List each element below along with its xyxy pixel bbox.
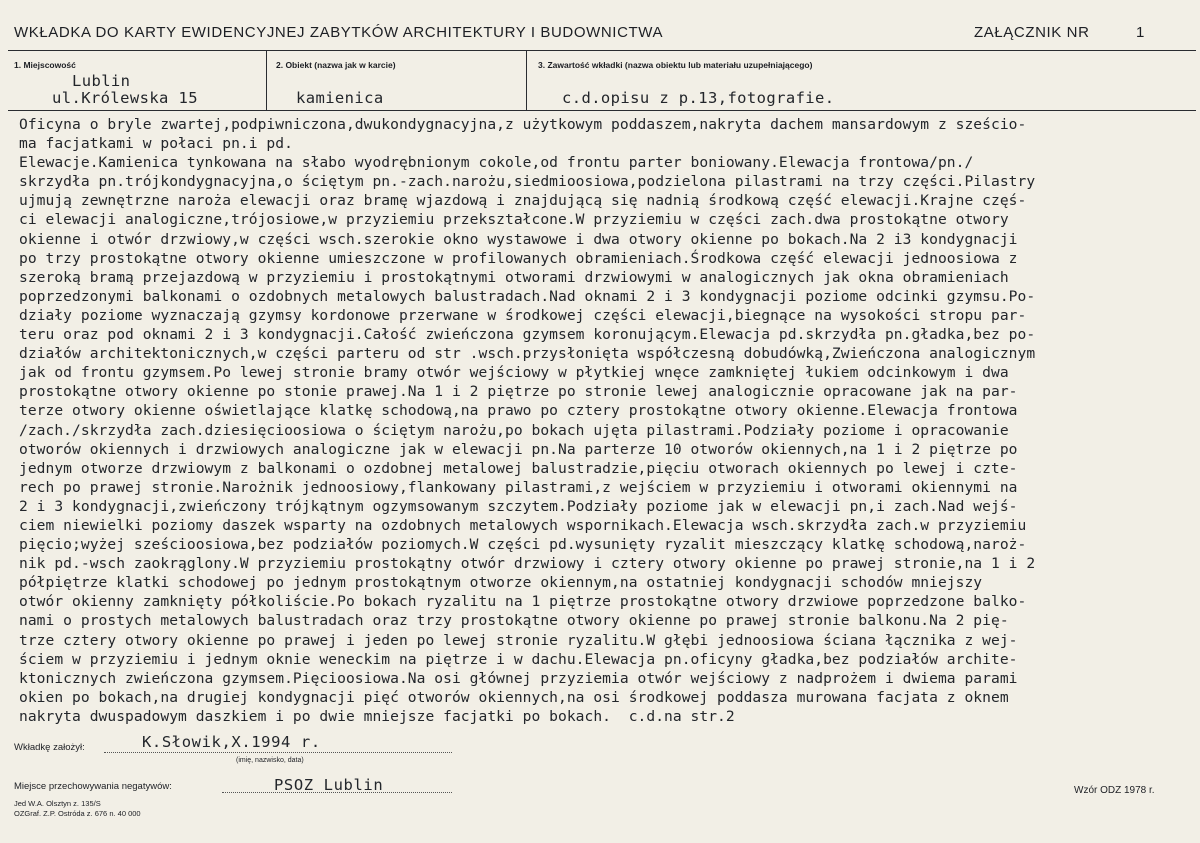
prepared-by-hint: (imię, nazwisko, data)	[236, 757, 304, 764]
description-line: trze cztery otwory okienne po prawej i jeden po lewej stronie ryzalitu.W głębi jednoosiowa ściana łącznika z wej-	[19, 631, 1018, 649]
description-line: /zach./skrzydła zach.dziesięcioosiowa o ściętym narożu,po bokach ujęta pilastrami.Podziały poziome i opracowanie	[19, 421, 1009, 439]
description-line: otwór okienny zamknięty półkoliście.Po bokach ryzalitu na 1 piętrze prostokątne otwory drzwiowe poprzedzone balko-	[19, 593, 1027, 611]
negatives-label: Miejsce przechowywania negatywów:	[14, 781, 172, 792]
description-text	[19, 115, 1195, 726]
form-title: WKŁADKA DO KARTY EWIDENCYJNEJ ZABYTKÓW ARCHITEKTURY I BUDOWNICTWA	[14, 24, 664, 41]
prepared-by-line	[104, 752, 452, 753]
description-line: jak od frontu gzymsem.Po lewej stronie bramy otwór wejściowy w płytkiej wnęce zamkniętej łukiem odcinkowym i dwa	[19, 364, 1009, 382]
object-label: 2. Obiekt (nazwa jak w karcie)	[276, 60, 396, 70]
annex-number: 1	[1136, 24, 1145, 41]
pattern-label: Wzór ODZ 1978 r.	[1074, 785, 1155, 796]
description-line: szeroką bramą przejazdową w przyziemiu i prostokątnymi otworami drzwiowymi w analogicznych jak okna obramieniach	[19, 268, 1009, 286]
description-line: ciem niewielki poziomy daszek wsparty na ozdobnych metalowych wspornikach.Elewacja wsch.skrzydła zach.w przyziemiu	[19, 516, 1027, 534]
locality-value-line1: Lublin	[72, 72, 131, 90]
prepared-by-label: Wkładkę założył:	[14, 742, 85, 753]
header-rule	[8, 50, 1196, 51]
description-line: półpiętrze klatki schodowej po jednym prostokątnym otworze okiennym,na ostatniej kondygnacji schodów mniejszy	[19, 574, 983, 592]
description-line: nik pd.-wsch zaokrąglony.W przyziemiu prostokątny otwór drzwiowy i cztery otwory okienne po prawej stronie,na 1 i 2	[19, 555, 1036, 573]
description-line: nakryta dwuspadowym daszkiem i po dwie mniejsze facjatki po bokach. c.d.na str.2	[19, 707, 735, 725]
locality-label: 1. Miejscowość	[14, 60, 76, 70]
print-info-line1: Jed W.A. Olsztyn z. 135/S	[14, 799, 101, 808]
description-line: pięcio;wyżej sześcioosiowa,bez podziałów poziomych.W części pd.wysunięty ryzalit mieszczący klatkę schodową,naroż-	[19, 536, 1027, 554]
description-line: okienne i otwór drzwiowy,w części wsch.szerokie okno wystawowe i dwa otwory okienne po bokach.Na 2 i3 kondygnacji	[19, 230, 1018, 248]
description-line: 2 i 3 kondygnacji,zwieńczony trójkątnym ogzymsowanym szczytem.Podziały poziome jak w elewacji pn,i zach.Nad wejś-	[19, 497, 1018, 515]
object-value: kamienica	[296, 89, 384, 107]
description-line: Elewacje.Kamienica tynkowana na słabo wyodrębnionym cokole,od frontu parter boniowany.Elewacja frontowa/pn./	[19, 154, 974, 172]
content-label: 3. Zawartość wkładki (nazwa obiektu lub materiału uzupełniającego)	[538, 60, 813, 70]
locality-value-line2: ul.Królewska 15	[52, 89, 198, 107]
description-line: Oficyna o bryle zwartej,podpiwniczona,dwukondygnacyjna,z użytkowym poddaszem,nakryta dachem mansardowym z sześcio-	[19, 116, 1027, 133]
description-line: poprzedzonymi balkonami o ozdobnych metalowych balustradach.Nad oknami 2 i 3 kondygnacji poziome odcinki gzymsu.Po-	[19, 287, 1036, 305]
description-line: ci elewacji analogiczne,trójosiowe,w przyziemiu przekształcone.W przyziemiu w części zach.dwa prostokątne otwory	[19, 211, 1009, 229]
description-line: po trzy prostokątne otwory okienne umieszczone w profilowanych obramieniach.Środkowa część elewacji jednoosiowa z	[19, 249, 1018, 267]
description-line: działów architektonicznych,w części parteru od str .wsch.przysłonięta współczesną dobudówką,Zwieńczona analogicznym	[19, 345, 1036, 363]
description-line: okien po bokach,na drugiej kondygnacji pięć otworów okiennych,na osi środkowej poddasza murowana facjata z oknem	[19, 688, 1009, 706]
description-line: skrzydła pn.trójkondygnacyjna,o ściętym pn.-zach.narożu,siedmioosiowa,podzielona pilastrami na trzy części.Pilastry	[19, 173, 1036, 191]
description-line: działy poziome wyznaczają gzymsy kordonowe przerwane w środkowej części elewacji,biegnące na wysokości stropu par-	[19, 306, 1027, 324]
description-line: nami o prostych metalowych balustradach oraz trzy prostokątne otwory okienne po prawej stronie balkonu.Na 2 pię-	[19, 612, 1009, 630]
description-line: jednym otworze drzwiowym z balkonami o ozdobnej metalowej balustradzie,pięciu otworach okiennych po lewej i czte-	[19, 459, 1018, 477]
fields-bottom-rule	[8, 110, 1196, 111]
description-line: otworów okiennych i drzwiowych analogiczne jak w elewacji pn.Na parterze 10 otworów okiennych,na 1 i 2 piętrze po	[19, 440, 1018, 458]
print-info-line2: OZGraf. Z.P. Ostróda z. 676 n. 40 000	[14, 809, 141, 818]
field-divider-2	[526, 50, 527, 110]
annex-label: ZAŁĄCZNIK NR	[974, 24, 1090, 41]
description-line: terze otwory okienne oświetlające klatkę schodową,na prawo po cztery prostokątne otwory okienne.Elewacja frontowa	[19, 402, 1018, 420]
description-line: teru oraz pod oknami 2 i 3 kondygnacji.Całość zwieńczona gzymsem koronującym.Elewacja pd.skrzydła pn.gładka,bez po-	[19, 326, 1036, 344]
negatives-value: PSOZ Lublin	[274, 776, 384, 794]
description-line: prostokątne otwory okienne po stonie prawej.Na 1 i 2 piętrze po stronie lewej analogicznie opracowane jak na par-	[19, 383, 1018, 401]
prepared-by-value: K.Słowik,X.1994 r.	[142, 733, 321, 751]
description-line: ma facjatkami w połaci pn.i pd.	[19, 135, 293, 153]
description-line: rech po prawej stronie.Narożnik jednoosiowy,flankowany pilastrami,z wejściem w przyziemiu i otworami okiennymi na	[19, 478, 1018, 496]
description-line: ujmują zewnętrzne naroża elewacji oraz bramę wjazdową i znajdującą się nadnią środkową część elewacji.Krajne częś-	[19, 192, 1027, 210]
description-line: ktonicznych zwieńczona gzymsem.Pięcioosiowa.Na osi głównej przyziemia otwór wejściowy z nadprożem i dwiema parami	[19, 669, 1018, 687]
description-line: ściem w przyziemiu i jednym oknie weneckim na piętrze i w dachu.Elewacja pn.oficyny gładka,bez podziałów archite-	[19, 650, 1018, 668]
field-divider-1	[266, 50, 267, 110]
content-value: c.d.opisu z p.13,fotografie.	[562, 89, 835, 107]
